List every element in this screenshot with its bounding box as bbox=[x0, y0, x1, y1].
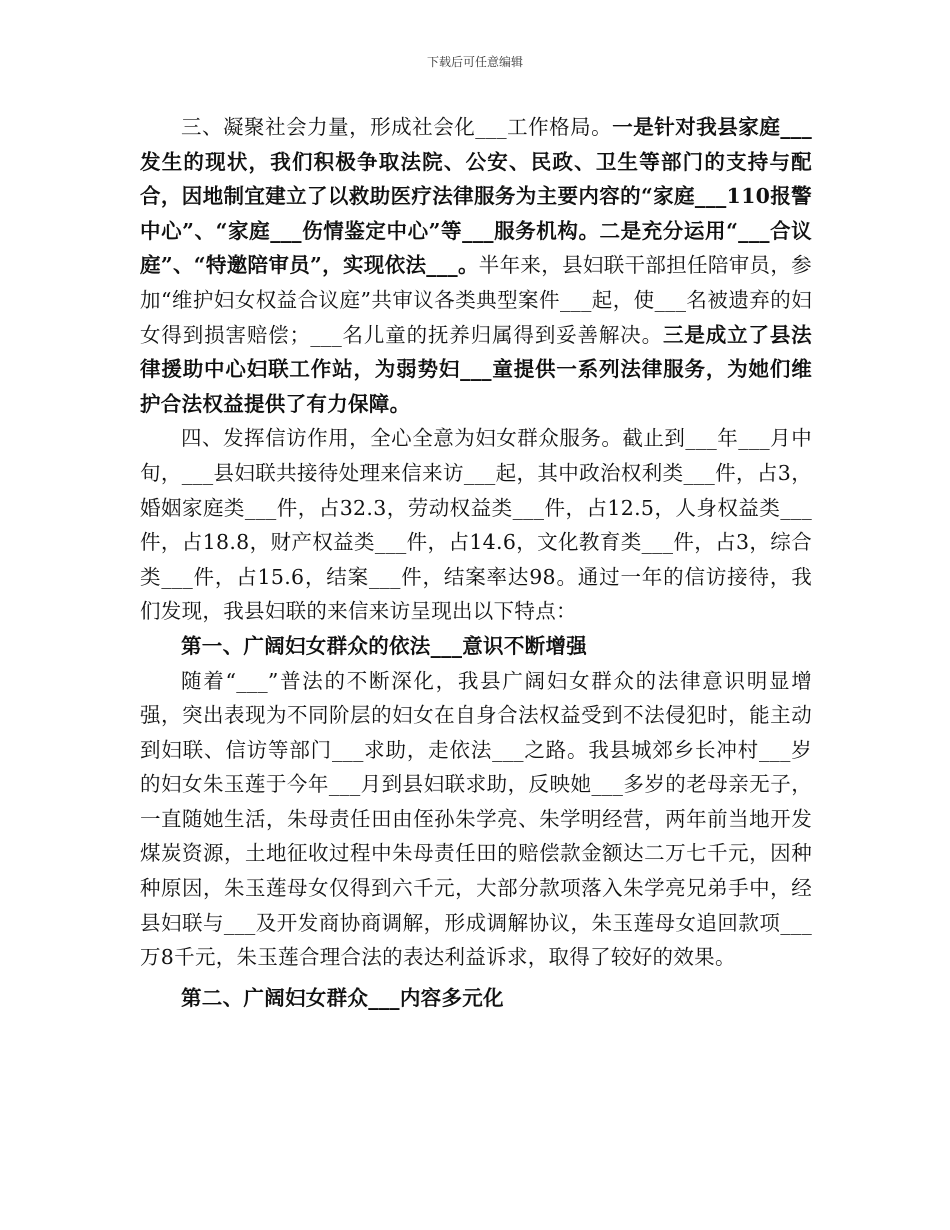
section-three-summary: 半年来，县妇联干部担任陪审员，参加“维护妇女权益合议庭”共审议各类典型案件___起，使___名被遗弃的妇女得到损害赔偿；___名儿童的抚养归属得到妥善解决。 bbox=[140, 253, 812, 347]
subheading-first: 第一、广阔妇女群众的依法___意识不断增强 bbox=[181, 633, 588, 658]
subheading-second: 第二、广阔妇女群众___内容多元化 bbox=[181, 985, 504, 1010]
paragraph-section-four bbox=[140, 421, 812, 629]
section-three-point-one-two: 一是针对我县家庭___发生的现状，我们积极争取法院、公安、民政、卫生等部门的支持与配合，因地制宜建立了以救助医疗法律服务为主要内容的“家庭___110报警中心”、“家庭___伤情鉴定中心”等___服务机构。二是充分运用“___合议庭”、“特邀陪审员”，实现依法___。 bbox=[140, 115, 812, 278]
paragraph-section-three bbox=[140, 110, 812, 421]
section-three-intro: 三、凝聚社会力量，形成社会化___工作格局。 bbox=[181, 115, 613, 139]
section-three-point-three: 三是成立了县法律援助中心妇联工作站，为弱势妇___童提供一系列法律服务，为她们维护合法权益提供了有力保障。 bbox=[140, 322, 812, 416]
section-four-text: 四、发挥信访作用，全心全意为妇女群众服务。截止到___年___月中旬，___县妇联共接待处理来信来访___起，其中政治权利类___件，占3，婚姻家庭类___件，占32.3，劳动权益类___件，占12.5，人身权益类___件，占18.8，财产权益类___件，占14.6，文化教育类___件，占3，综合类___件，占15.6，结案___件，结案率达98。通过一年的信访接待，我们发现，我县妇联的来信来访呈现出以下特点： bbox=[140, 426, 812, 624]
document-body bbox=[140, 110, 812, 1015]
paragraph-case-story: 随着“___”普法的不断深化，我县广阔妇女群众的法律意识明显增强，突出表现为不同阶层的妇女在自身合法权益受到不法侵犯时，能主动到妇联、信访等部门___求助，走依法___之路。我县城郊乡长冲村___岁的妇女朱玉莲于今年___月到县妇联求助，反映她___多岁的老母亲无子，一直随她生活，朱母责任田由侄孙朱学亮、朱学明经营，两年前当地开发煤炭资源，土地征收过程中朱母责任田的赔偿款金额达二万七千元，因种种原因，朱玉莲母女仅得到六千元，大部分款项落入朱学亮兄弟手中，经县妇联与___及开发商协商调解，形成调解协议，朱玉莲母女追回款项___万8千元，朱玉莲合理合法的表达利益诉求，取得了较好的效果。 bbox=[140, 668, 812, 970]
page-header: 下载后可任意编辑 bbox=[426, 55, 523, 69]
